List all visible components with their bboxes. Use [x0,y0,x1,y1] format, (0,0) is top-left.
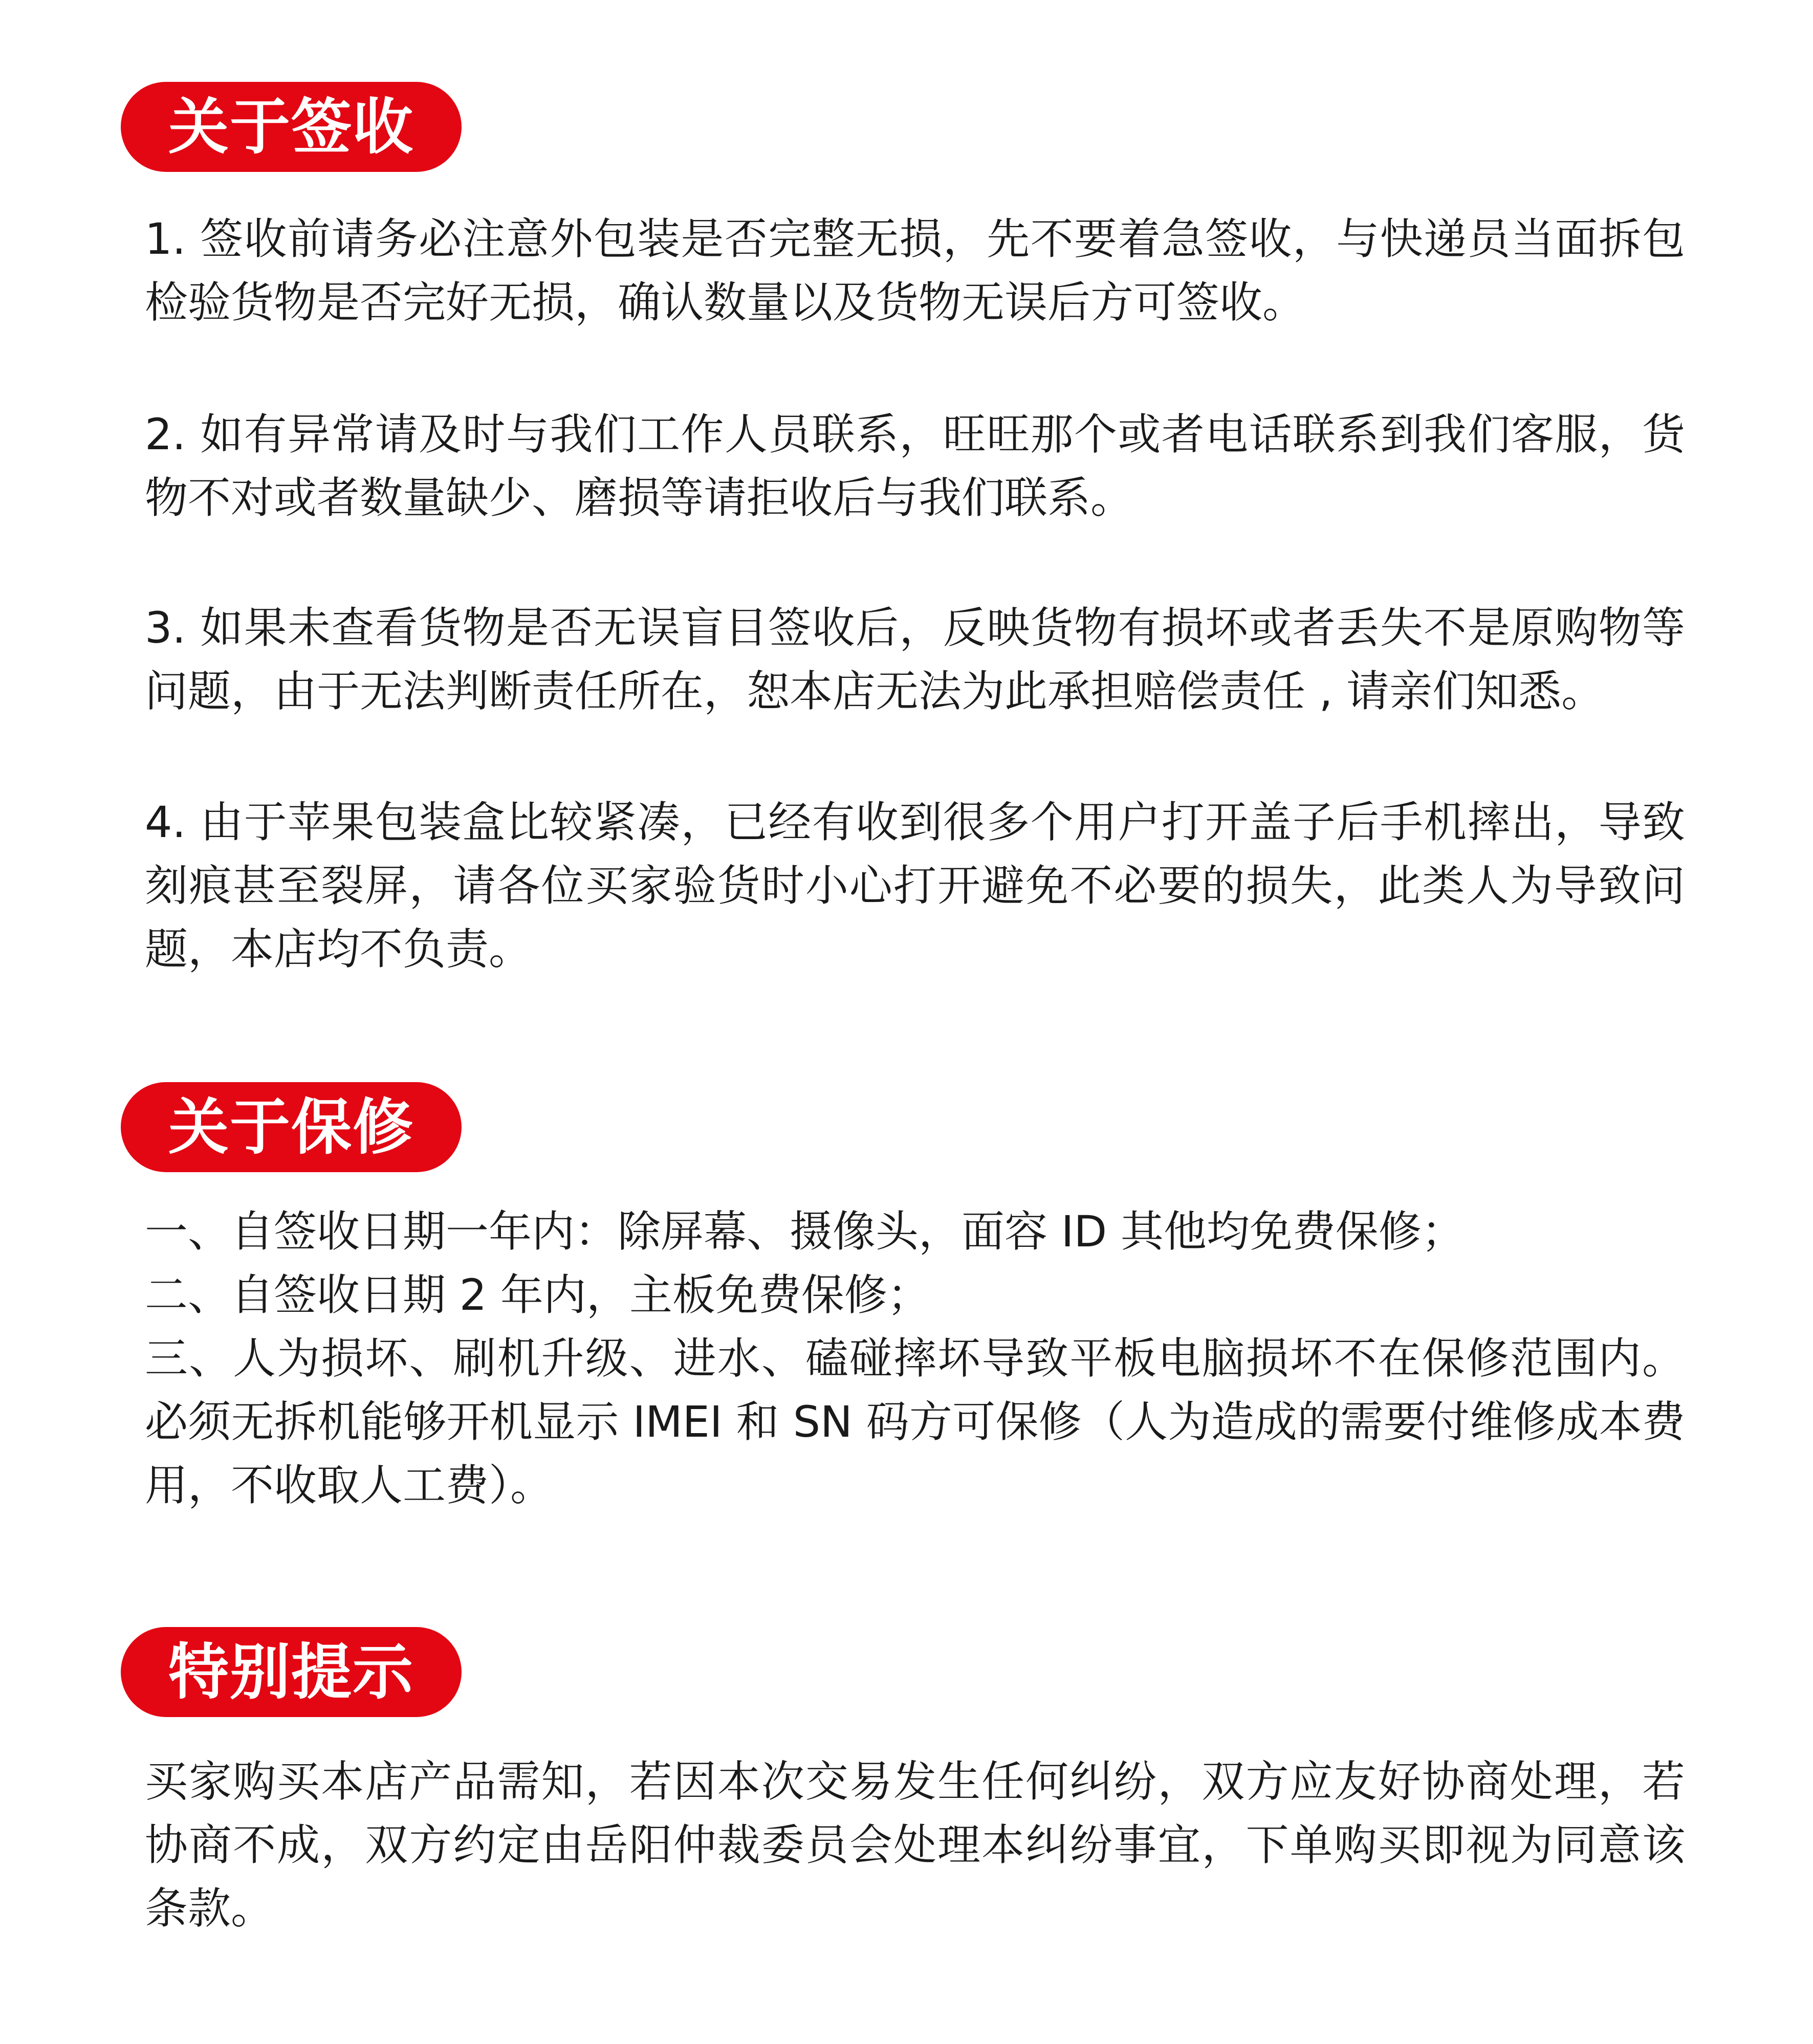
signing-text-4: 4. 由于苹果包装盒比较紧凑，已经有收到很多个用户打开盖子后手机摔出，导致刻痕甚至裂屏，请各位买家验货时小心打开避免不必要的损失，此类人为导致问题，本店均不负责。 [145,797,1685,974]
signing-paragraph-1 [145,207,1685,334]
notice-text: 买家购买本店产品需知，若因本次交易发生任何纠纷，双方应友好协商处理，若协商不成，双方约定由岳阳仲裁委员会处理本纠纷事宜，下单购买即视为同意该条款。 [145,1756,1685,1933]
signing-text-2: 2. 如有异常请及时与我们工作人员联系，旺旺那个或者电话联系到我们客服，货物不对或者数量缺少、磨损等请拒收后与我们联系。 [145,409,1685,523]
notice-paragraph [145,1750,1685,1940]
warranty-line-3: 三、人为损坏、刷机升级、进水、磕碰摔坏导致平板电脑损坏不在保修范围内。必须无拆机能够开机显示 IMEI 和 SN 码方可保修（人为造成的需要付维修成本费用，不收取人工费）。 [145,1333,1685,1510]
section-title-signing: 关于签收 [121,82,462,172]
warranty-list [145,1200,1685,1517]
warranty-line-1: 一、自签收日期一年内：除屏幕、摄像头，面容 ID 其他均免费保修； [145,1206,1465,1257]
signing-text-3: 3. 如果未查看货物是否无误盲目签收后，反映货物有损坏或者丢失不是原购物等问题，由于无法判断责任所在，恕本店无法为此承担赔偿责任 , 请亲们知悉。 [145,603,1685,716]
warranty-line-2: 二、自签收日期 2 年内，主板免费保修； [145,1270,930,1320]
signing-paragraph-2 [145,403,1685,530]
section-title-notice: 特别提示 [121,1627,462,1717]
section-title-warranty: 关于保修 [121,1082,462,1172]
signing-paragraph-3 [145,596,1685,723]
signing-paragraph-4 [145,790,1685,981]
signing-text-1: 1. 签收前请务必注意外包装是否完整无损，先不要着急签收，与快递员当面拆包检验货物是否完好无损，确认数量以及货物无误后方可签收。 [145,214,1685,327]
